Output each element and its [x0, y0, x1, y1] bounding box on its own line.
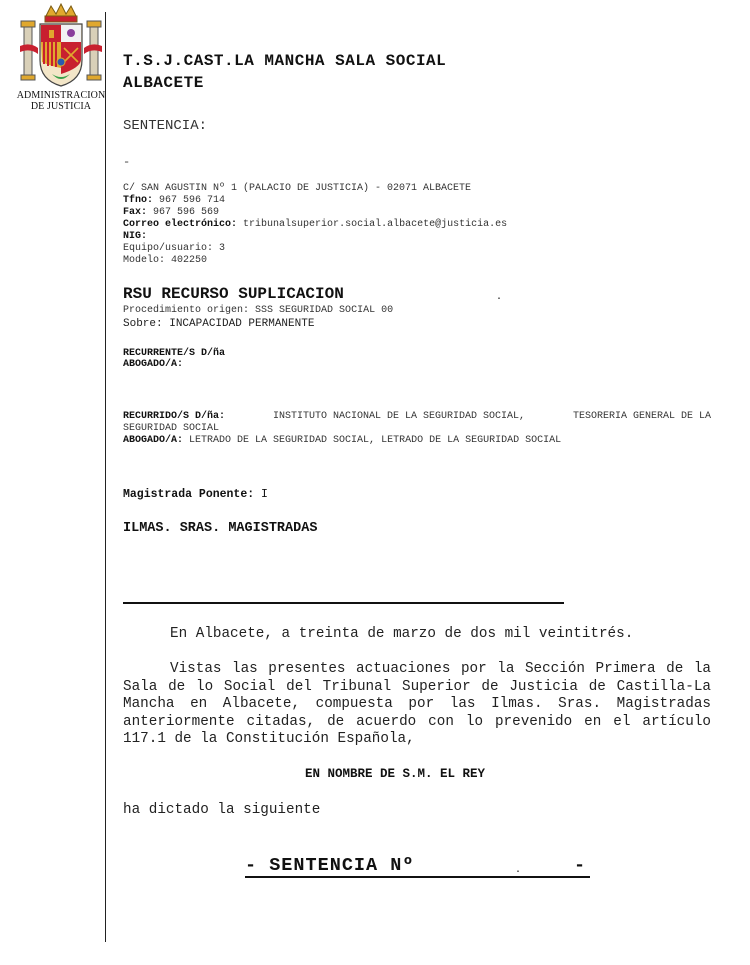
email-line — [123, 219, 507, 231]
respondent-1: INSTITUTO NACIONAL DE LA SEGURIDAD SOCIAL, — [272, 411, 526, 422]
fax-line — [123, 207, 219, 219]
section-divider — [123, 602, 564, 604]
sentence-number-end: - — [574, 855, 586, 876]
respondent-label: RECURRIDO/S D/ña: — [123, 411, 226, 422]
case-title-dot: . — [496, 292, 503, 303]
appellant-label: RECURRENTE/S D/ña — [123, 348, 226, 356]
respondent-3: SEGURIDAD SOCIAL — [123, 423, 220, 434]
magistrate-line — [123, 488, 268, 501]
phone-line — [123, 195, 225, 207]
document-type: SENTENCIA: — [123, 118, 208, 134]
origin-line — [123, 305, 393, 317]
court-address: C/ SAN AGUSTIN Nº 1 (PALACIO DE JUSTICIA) - 02071 ALBACETE — [123, 183, 472, 194]
magistrate-value: I — [261, 488, 268, 501]
phone-label: Tfno: — [123, 195, 154, 206]
respondent-lawyer-label: ABOGADO/A: — [123, 435, 184, 446]
model-value: 402250 — [171, 255, 208, 266]
model-line — [123, 255, 207, 267]
recital-paragraph: Vistas las presentes actuaciones por la Sección Primera de la Sala de lo Social del Tribunal Superior de Justicia de Castilla-La Mancha en Albacete, compuesta por las Ilmas. Sras. Magistradas anteriormente citadas, de acuerdo con lo prevenido en el artículo 117.1 de la Constitución Española, — [123, 661, 711, 747]
origin-value: SSS SEGURIDAD SOCIAL 00 — [255, 305, 394, 316]
respondent-line — [123, 411, 711, 435]
dash-marker: - — [123, 155, 131, 169]
sentence-title-underline — [245, 876, 590, 878]
model-label: Modelo: — [123, 255, 166, 266]
king-formula: EN NOMBRE DE S.M. EL REY — [305, 767, 486, 781]
phone-value: 967 596 714 — [159, 195, 226, 206]
fax-label: Fax: — [123, 207, 148, 218]
fax-value: 967 596 569 — [153, 207, 220, 218]
magistrate-label: Magistrada Ponente: — [123, 488, 255, 501]
respondent-lawyer-value: LETRADO DE LA SEGURIDAD SOCIAL, LETRADO DE LA SEGURIDAD SOCIAL — [189, 435, 562, 446]
margin-rule — [105, 12, 106, 942]
subject-value: INCAPACIDAD PERMANENTE — [169, 318, 315, 330]
dictated-line: ha dictado la siguiente — [123, 802, 321, 818]
emblem-caption-line2: DE JUSTICIA — [30, 101, 92, 112]
email-value: tribunalsuperior.social.albacete@justicia.es — [243, 219, 508, 230]
team-line — [123, 243, 225, 255]
place-date: En Albacete, a treinta de marzo de dos mil veintitrés. — [170, 626, 634, 642]
email-label: Correo electrónico: — [123, 219, 238, 230]
court-city: ALBACETE — [123, 74, 204, 92]
team-label: Equipo/usuario: — [123, 243, 214, 254]
team-value: 3 — [219, 243, 226, 254]
origin-label: Procedimiento origen: — [123, 305, 250, 316]
sentence-number-title: - SENTENCIA Nº — [245, 855, 415, 876]
nig-line — [123, 231, 147, 243]
respondent-row — [123, 411, 711, 423]
judges-title: ILMAS. SRAS. MAGISTRADAS — [123, 521, 318, 536]
nig-label: NIG: — [123, 231, 148, 242]
justice-emblem — [16, 2, 106, 114]
subject-label: Sobre: — [123, 318, 163, 330]
appellant-lawyer-label: ABOGADO/A: — [123, 359, 184, 370]
case-title: RSU RECURSO SUPLICACION — [123, 285, 344, 303]
respondent-2: TESORERIA GENERAL DE LA — [572, 411, 711, 422]
sentence-number-dot: . — [515, 865, 522, 876]
court-name: T.S.J.CAST.LA MANCHA SALA SOCIAL — [123, 52, 447, 70]
subject-line — [123, 318, 314, 330]
respondent-lawyer-line — [123, 435, 561, 447]
coat-of-arms-icon — [18, 2, 104, 90]
emblem-caption-line1: ADMINISTRACION — [16, 90, 106, 101]
